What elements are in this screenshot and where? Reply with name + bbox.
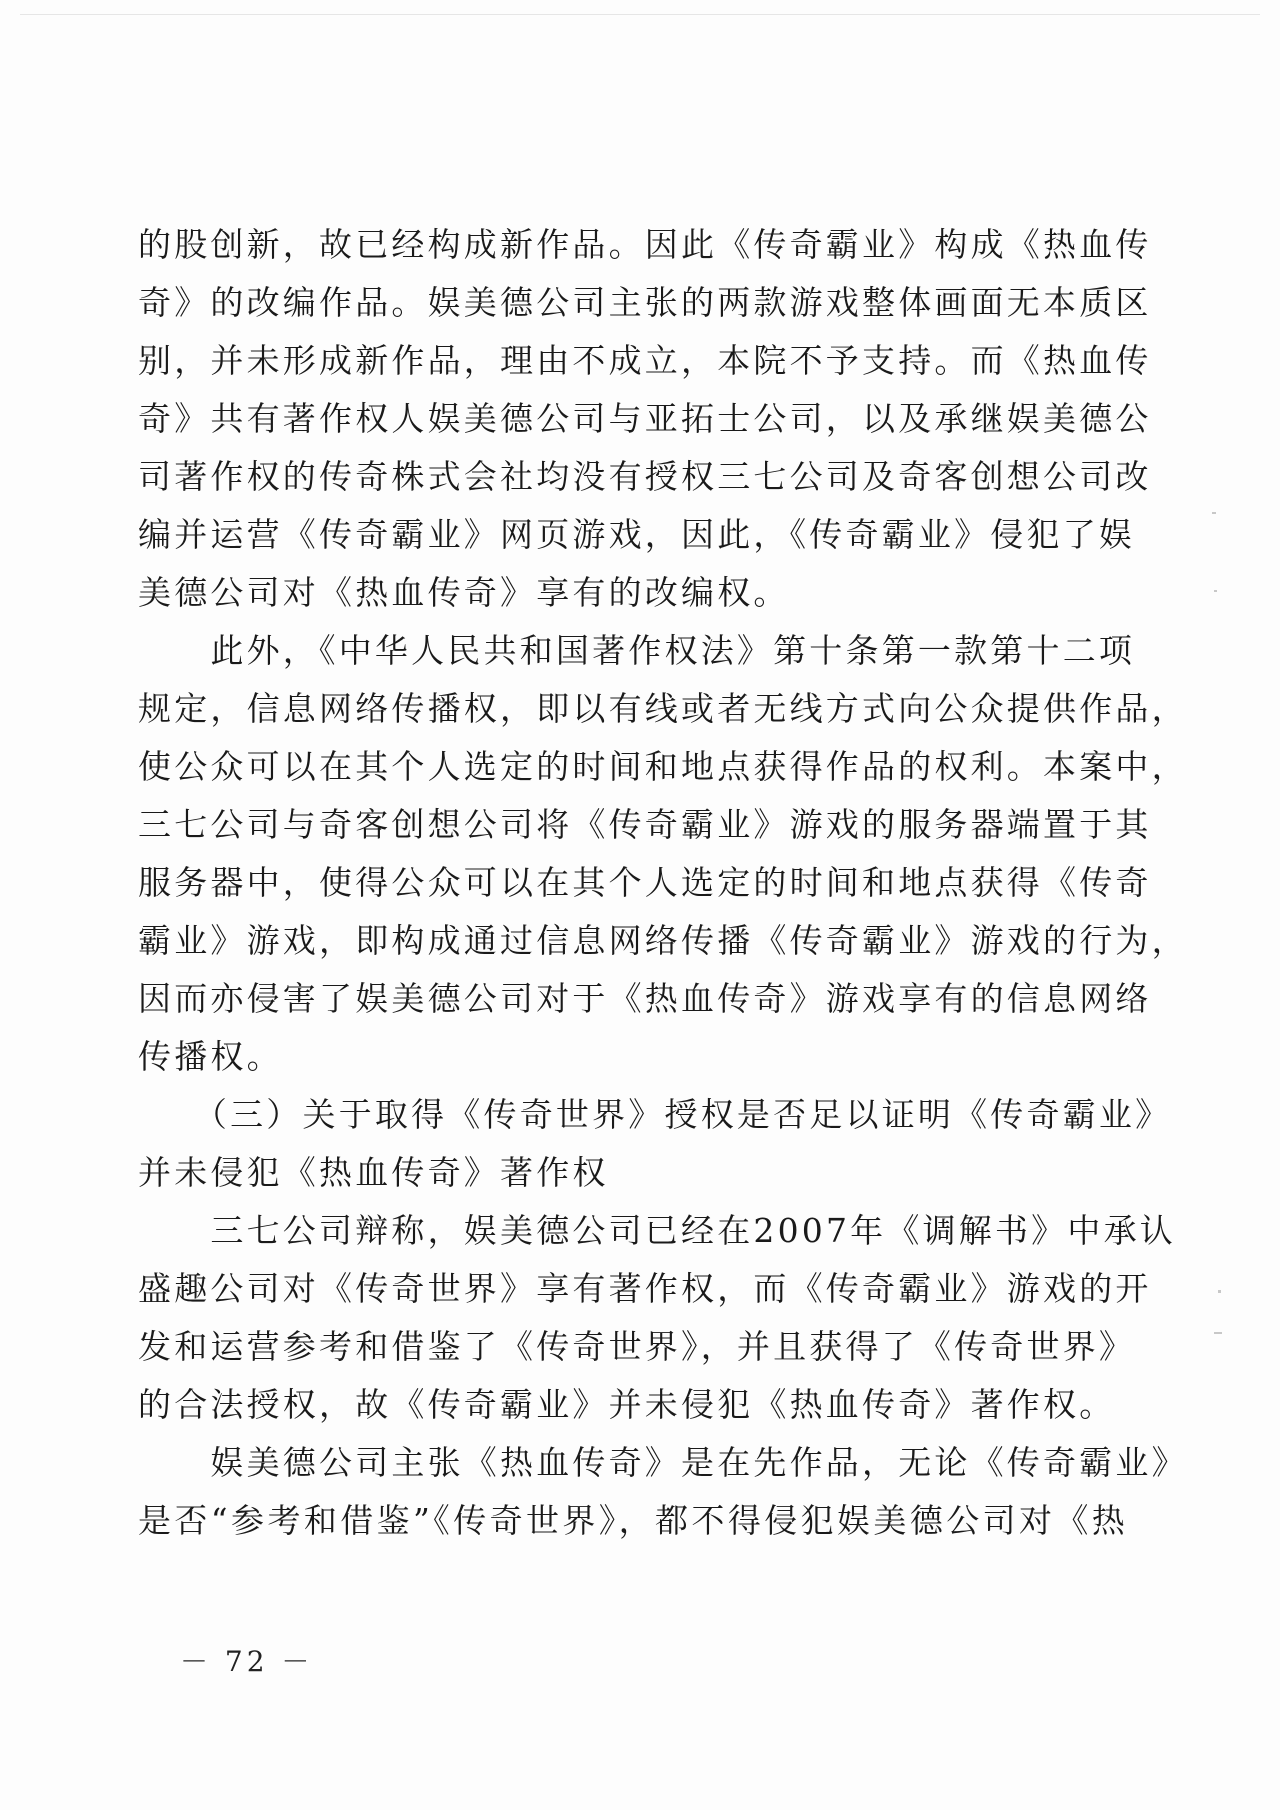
page-number: － 72 － <box>180 1645 314 1678</box>
text-line-1: 的股创新，故已经构成新作品。因此《传奇霸业》构成《热血传 <box>138 225 1152 264</box>
text-line-2: 奇》的改编作品。娱美德公司主张的两款游戏整体画面无本质区 <box>138 283 1152 322</box>
text-line-10: 使公众可以在其个人选定的时间和地点获得作品的权利。本案中， <box>138 747 1188 786</box>
text-line-11: 三七公司与奇客创想公司将《传奇霸业》游戏的服务器端置于其 <box>138 805 1152 844</box>
text-line-15: 传播权。 <box>138 1037 283 1076</box>
text-line-8: 此外，《中华人民共和国著作权法》第十条第一款第十二项 <box>138 631 1136 670</box>
scan-top-edge <box>20 14 1260 15</box>
text-line-22: 娱美德公司主张《热血传奇》是在先作品，无论《传奇霸业》 <box>138 1443 1188 1482</box>
text-line-12: 服务器中，使得公众可以在其个人选定的时间和地点获得《传奇 <box>138 863 1152 902</box>
text-line-5: 司著作权的传奇株式会社均没有授权三七公司及奇客创想公司改 <box>138 457 1152 496</box>
text-line-18: 三七公司辩称，娱美德公司已经在2007年《调解书》中承认 <box>138 1211 1176 1250</box>
scan-speck <box>1214 590 1217 592</box>
text-line-9: 规定，信息网络传播权，即以有线或者无线方式向公众提供作品， <box>138 689 1188 728</box>
section-heading-line-2: 并未侵犯《热血传奇》著作权 <box>138 1153 609 1192</box>
text-line-19: 盛趣公司对《传奇世界》享有著作权，而《传奇霸业》游戏的开 <box>138 1269 1152 1308</box>
scan-speck <box>1214 1332 1222 1334</box>
scan-speck <box>1218 1290 1221 1293</box>
document-body <box>138 216 1188 1550</box>
text-line-6: 编并运营《传奇霸业》网页游戏，因此，《传奇霸业》侵犯了娱 <box>138 515 1136 554</box>
text-line-21: 的合法授权，故《传奇霸业》并未侵犯《热血传奇》著作权。 <box>138 1385 1116 1424</box>
text-line-7: 美德公司对《热血传奇》享有的改编权。 <box>138 573 790 612</box>
text-line-14: 因而亦侵害了娱美德公司对于《热血传奇》游戏享有的信息网络 <box>138 979 1152 1018</box>
text-line-3: 别，并未形成新作品，理由不成立，本院不予支持。而《热血传 <box>138 341 1152 380</box>
text-line-4: 奇》共有著作权人娱美德公司与亚拓士公司，以及承继娱美德公 <box>138 399 1152 438</box>
section-heading-line-1: （三）关于取得《传奇世界》授权是否足以证明《传奇霸业》 <box>138 1095 1172 1134</box>
text-line-20: 发和运营参考和借鉴了《传奇世界》，并且获得了《传奇世界》 <box>138 1327 1136 1366</box>
text-line-23: 是否“参考和借鉴”《传奇世界》，都不得侵犯娱美德公司对《热 <box>138 1501 1128 1540</box>
text-line-13: 霸业》游戏，即构成通过信息网络传播《传奇霸业》游戏的行为， <box>138 921 1188 960</box>
scan-speck <box>1212 512 1216 514</box>
